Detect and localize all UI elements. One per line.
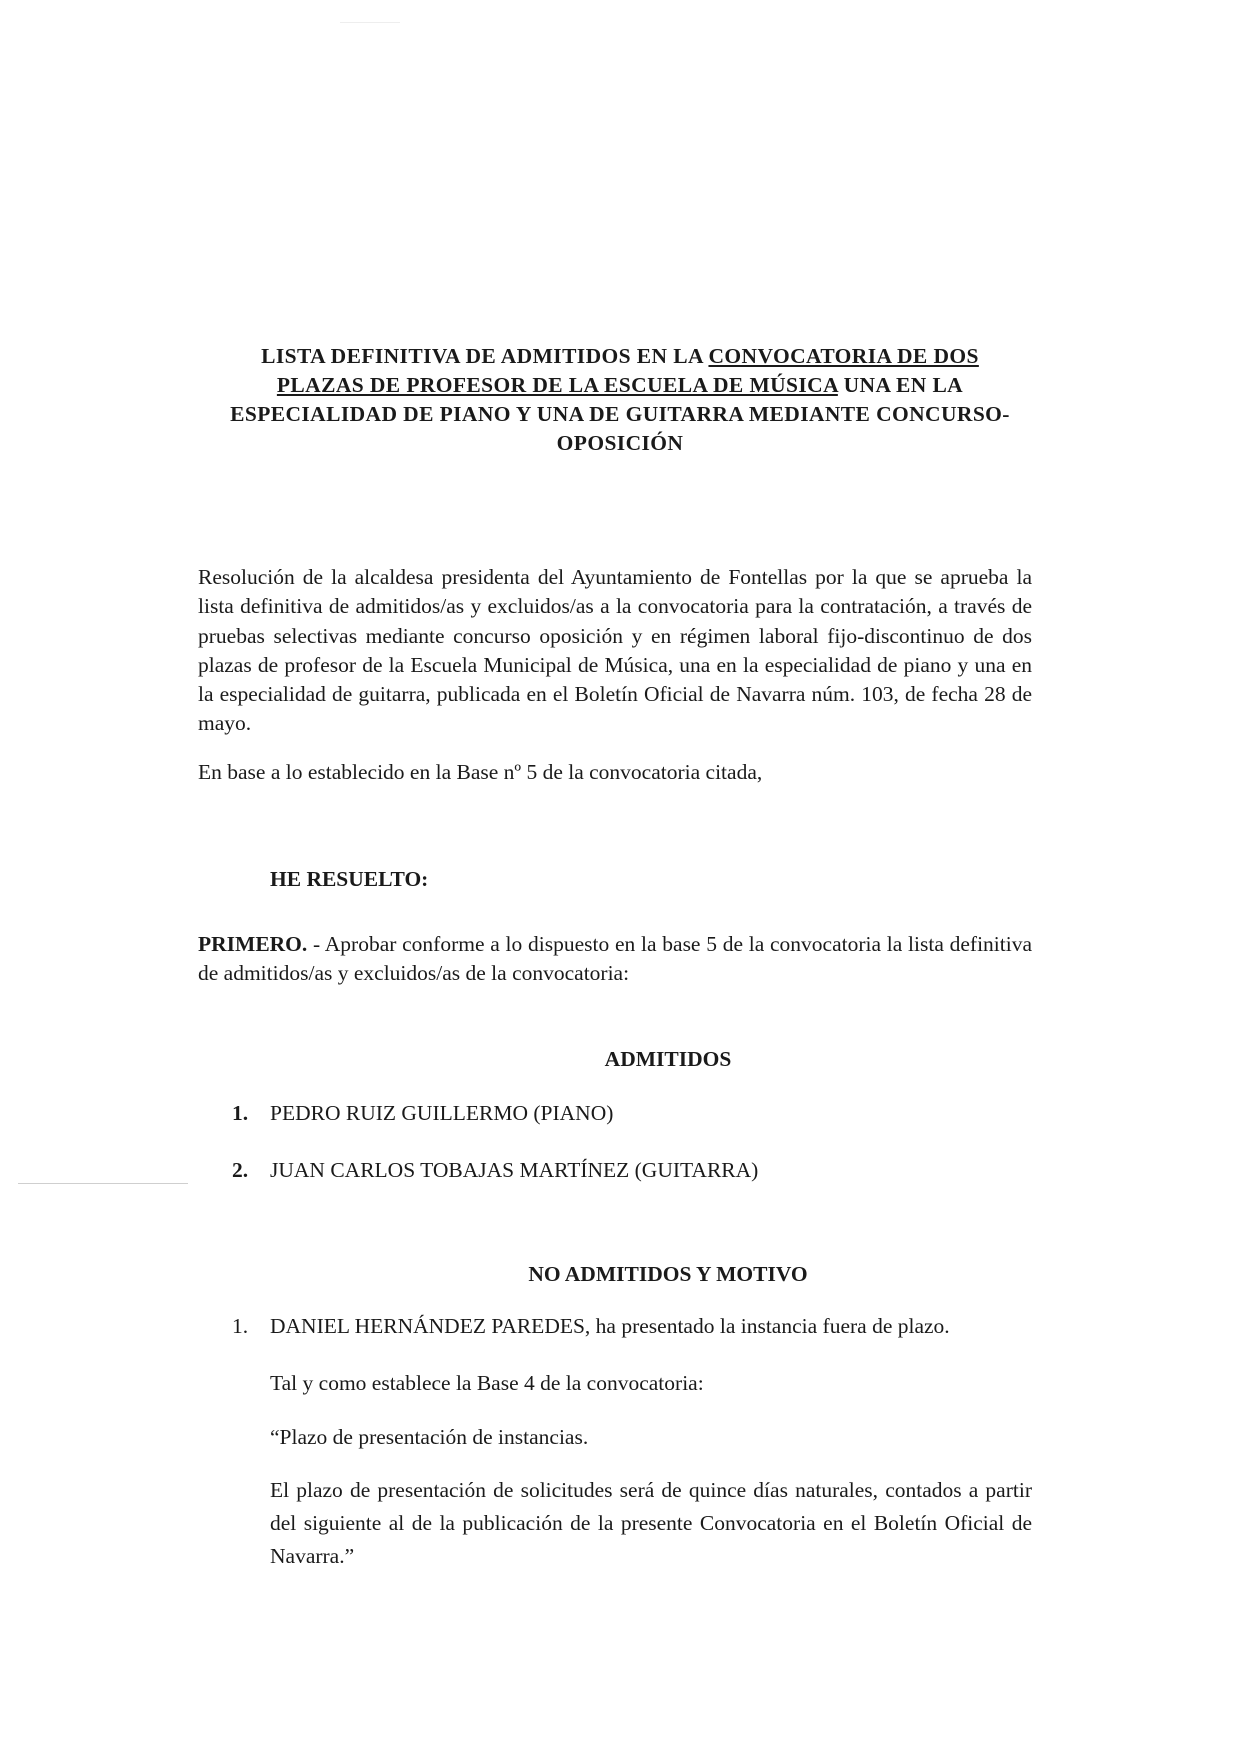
list-item (232, 1314, 950, 1339)
title-underlined-2: PLAZAS DE PROFESOR DE LA ESCUELA DE MÚSICA (276, 373, 838, 397)
scan-artifact-line (340, 22, 400, 23)
base-paragraph: En base a lo establecido en la Base nº 5 de la convocatoria citada, (198, 760, 763, 784)
title-underlined-1: CONVOCATORIA DE DOS (708, 344, 979, 368)
exclusion-detail-intro: Tal y como establece la Base 4 de la convocatoria: (270, 1371, 704, 1395)
he-resuelto-heading: HE RESUELTO: (270, 867, 429, 891)
list-number: 2. (232, 1158, 249, 1182)
exclusion-quote-text: El plazo de presentación de solicitudes será de quince días naturales, contados a partir del siguiente al de la publicación de la presente Convocatoria en el Boletín Oficial de Navarra.” (270, 1478, 1032, 1568)
list-text: JUAN CARLOS TOBAJAS MARTÍNEZ (GUITARRA) (270, 1158, 759, 1182)
list-number: 1. (232, 1101, 249, 1125)
primero-text: - Aprobar conforme a lo dispuesto en la base 5 de la convocatoria la lista definitiva de admitidos/as y excluidos/as de la convocatoria: (198, 932, 1032, 986)
list-number: 1. (232, 1314, 249, 1338)
list-text: DANIEL HERNÁNDEZ PAREDES, ha presentado la instancia fuera de plazo. (270, 1314, 950, 1338)
title-line3: ESPECIALIDAD DE PIANO Y UNA DE GUITARRA MEDIANTE CONCURSO- (230, 402, 1010, 426)
title-part1: LISTA DEFINITIVA DE ADMITIDOS EN LA (261, 344, 709, 368)
resolution-paragraph: Resolución de la alcaldesa presidenta del Ayuntamiento de Fontellas por la que se aprueba la lista definitiva de admitidos/as y excluidos/as a la convocatoria para la contratación, a través de pruebas selectivas mediante concurso oposición y en régimen laboral fijo-discontinuo de dos plazas de profesor de la Escuela Municipal de Música, una en la especialidad de piano y una en la especialidad de guitarra, publicada en el Boletín Oficial de Navarra núm. 103, de fecha 28 de mayo. (198, 565, 1032, 736)
title-part2: UNA EN LA (837, 373, 964, 397)
scan-artifact-line (18, 1183, 188, 1184)
list-item (232, 1101, 613, 1126)
admitidos-heading: ADMITIDOS (604, 1047, 732, 1071)
document-title (195, 342, 1045, 458)
no-admitidos-heading: NO ADMITIDOS Y MOTIVO (528, 1262, 808, 1286)
list-item (232, 1158, 758, 1183)
exclusion-quote-heading: “Plazo de presentación de instancias. (270, 1425, 589, 1449)
title-line4: OPOSICIÓN (556, 431, 684, 455)
primero-label: PRIMERO. (198, 932, 308, 956)
list-text: PEDRO RUIZ GUILLERMO (PIANO) (270, 1101, 614, 1125)
primero-paragraph (198, 930, 1032, 989)
